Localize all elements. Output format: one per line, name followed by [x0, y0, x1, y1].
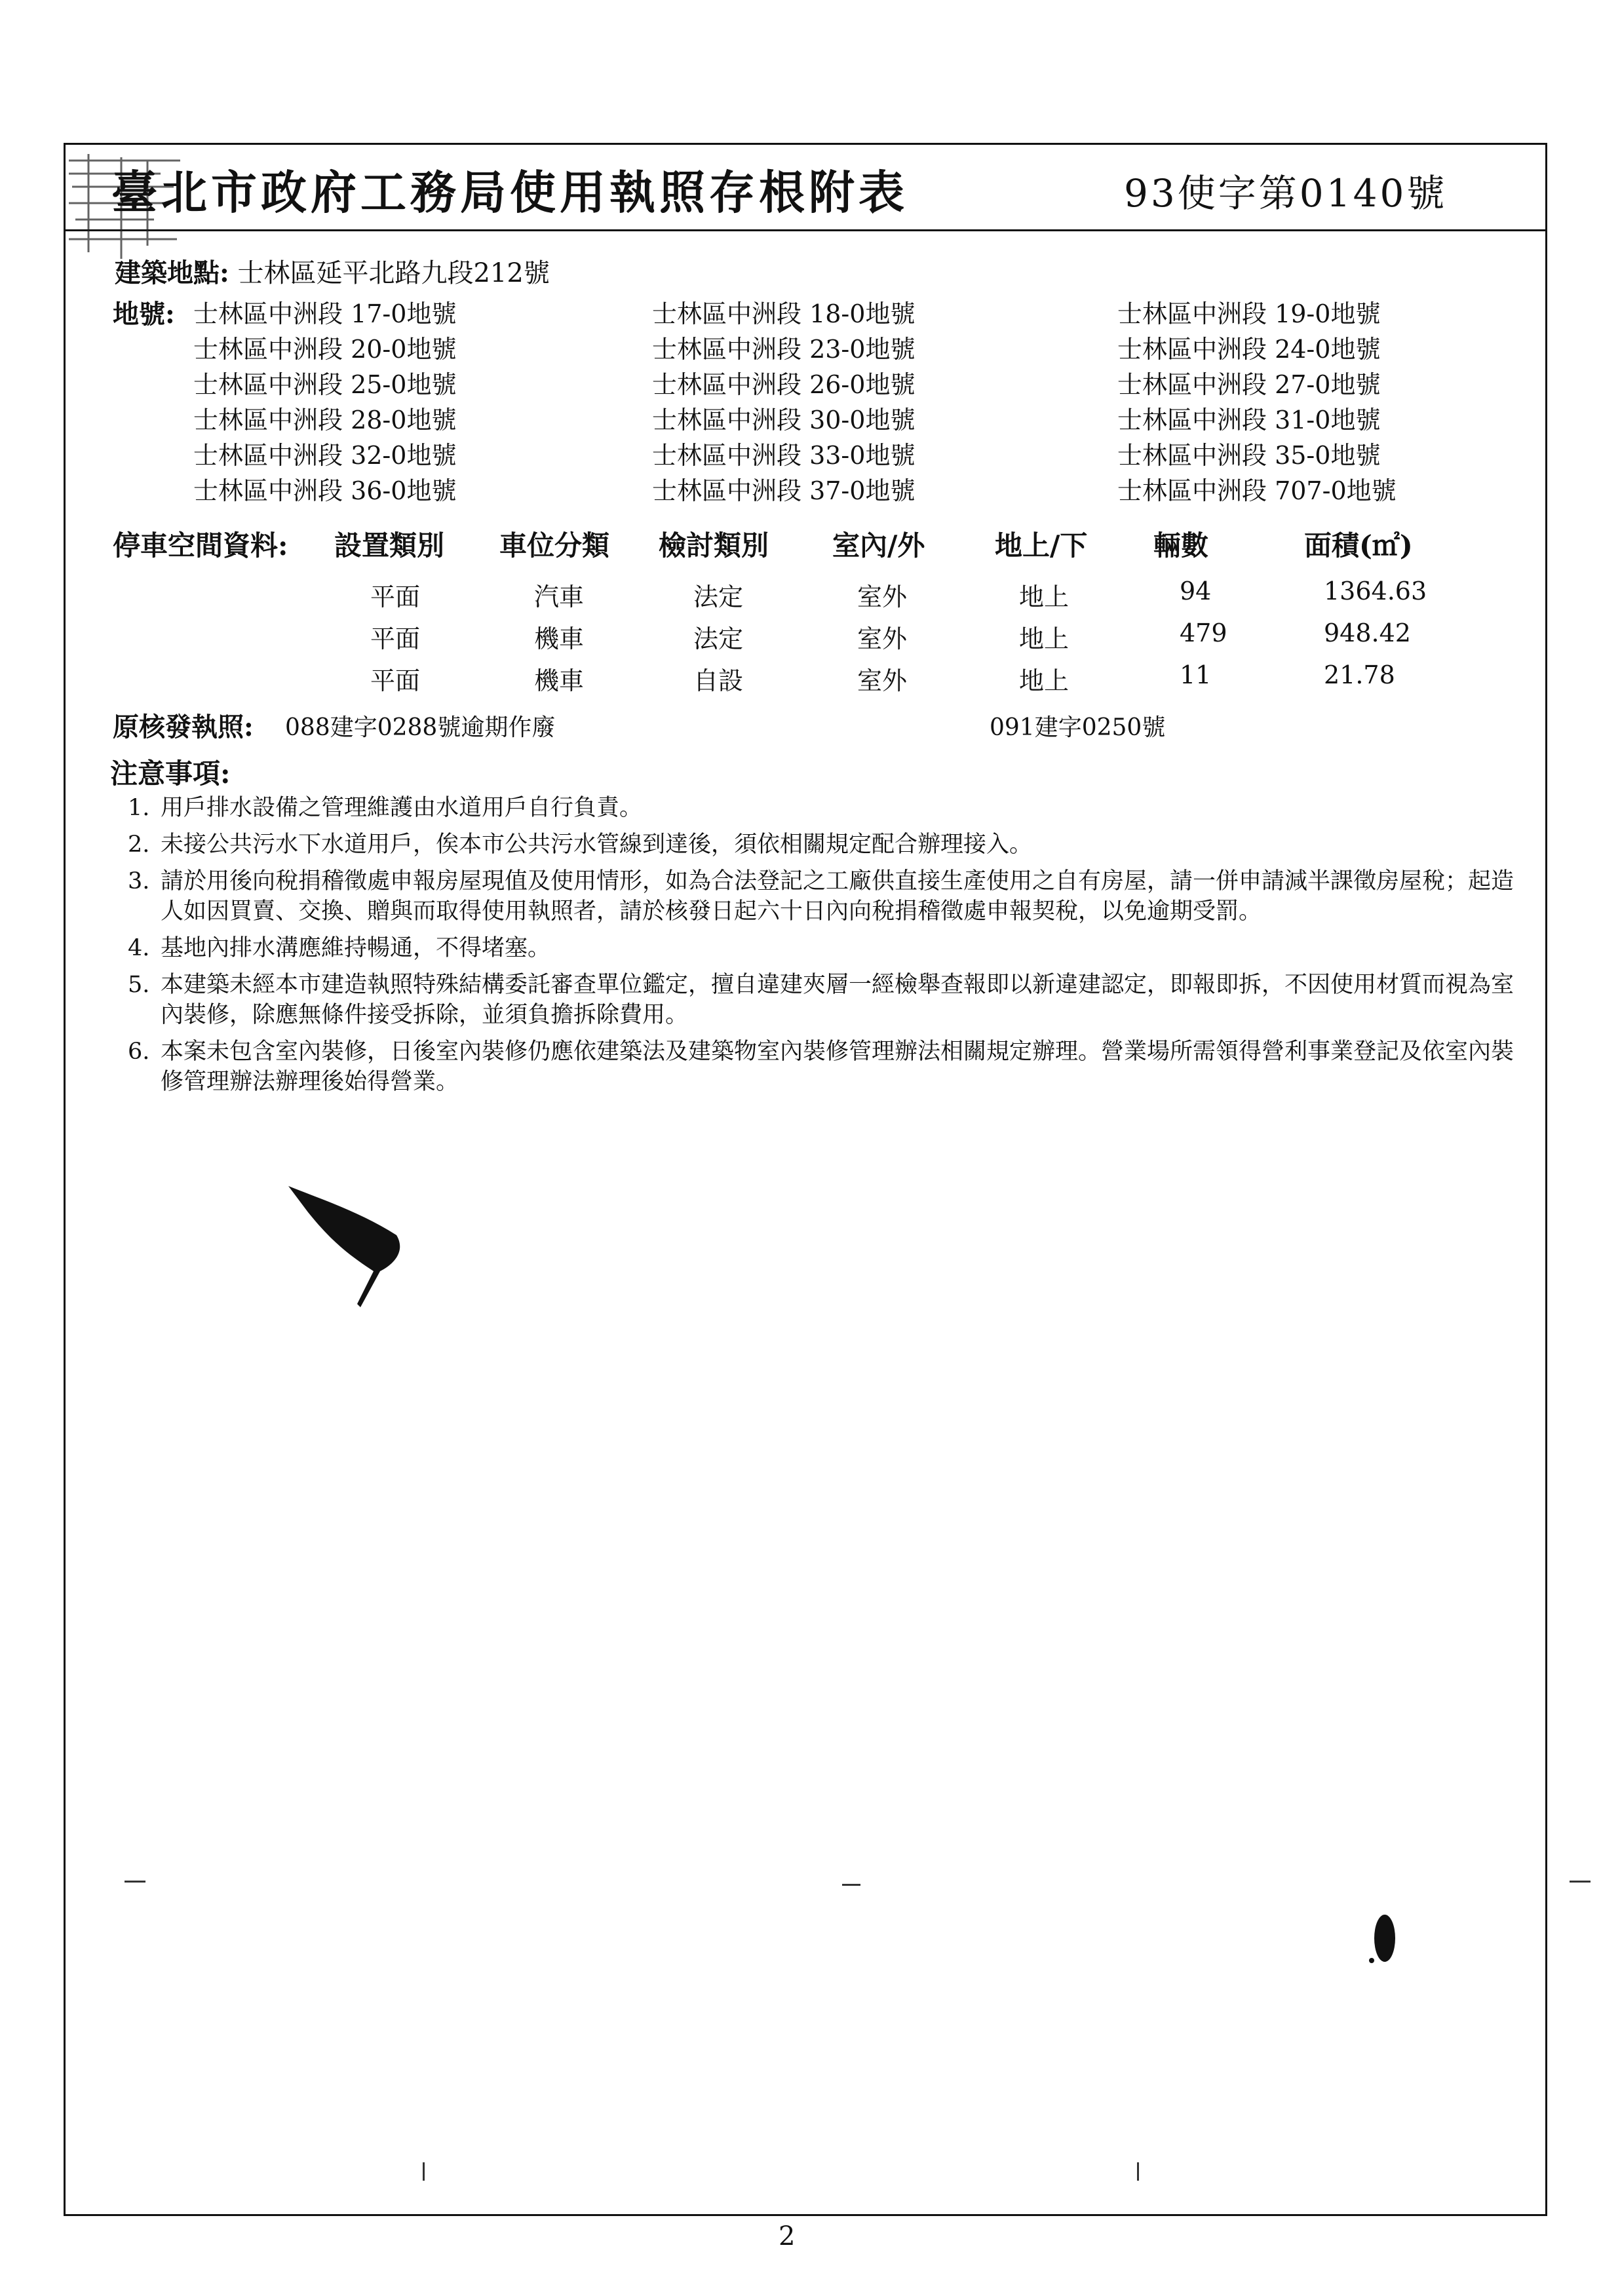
parking-cell: 機車 — [534, 666, 585, 695]
lot-item: 士林區中洲段 32-0地號 — [193, 441, 457, 470]
lot-item: 士林區中洲段 707-0地號 — [1117, 476, 1397, 505]
site-address-row — [115, 252, 550, 290]
lot-item: 士林區中洲段 35-0地號 — [1117, 441, 1381, 470]
parking-cell: 平面 — [370, 666, 421, 695]
note-number: 1. — [128, 795, 150, 821]
parking-header: 輛數 — [1153, 529, 1209, 562]
parking-header: 地上/下 — [995, 529, 1088, 562]
parking-cell: 平面 — [370, 624, 421, 653]
lot-item: 士林區中洲段 28-0地號 — [193, 406, 457, 434]
parking-cell: 地上 — [1019, 583, 1070, 611]
parking-cell: 地上 — [1019, 666, 1070, 695]
lot-item: 士林區中洲段 20-0地號 — [193, 335, 457, 364]
note-text: 本建築未經本市建造執照特殊結構委託審查單位鑑定，擅自違建夾層一經檢舉查報即以新違建認定，即報即拆，不因使用材質而視為室內裝修，除應無條件接受拆除，並須負擔拆除費用。 — [161, 972, 1514, 1028]
note-text: 基地內排水溝應維持暢通，不得堵塞。 — [161, 935, 551, 961]
parking-cell: 室外 — [857, 583, 908, 611]
scan-mark — [842, 1884, 860, 1886]
parking-header: 車位分類 — [499, 529, 610, 562]
lot-item: 士林區中洲段 31-0地號 — [1117, 406, 1381, 434]
parking-header: 面積(㎡) — [1304, 529, 1413, 562]
site-address-label: 建築地點: — [115, 258, 229, 288]
lot-item: 士林區中洲段 18-0地號 — [652, 299, 916, 328]
scan-mark — [1570, 1881, 1591, 1883]
lot-item: 士林區中洲段 23-0地號 — [652, 335, 916, 364]
lot-item: 士林區中洲段 26-0地號 — [652, 370, 916, 399]
permit-number: 93使字第0140號 — [1124, 171, 1448, 216]
parking-header: 室內/外 — [832, 529, 925, 562]
lot-item: 士林區中洲段 36-0地號 — [193, 476, 457, 505]
parking-cell: 汽車 — [534, 583, 585, 611]
lot-item: 士林區中洲段 24-0地號 — [1117, 335, 1381, 364]
parking-cell: 479 — [1180, 619, 1227, 647]
note-number: 5. — [128, 972, 150, 998]
parking-cell: 自設 — [693, 666, 744, 695]
parking-cell: 94 — [1180, 577, 1212, 605]
parking-cell: 法定 — [693, 624, 744, 653]
note-item — [128, 793, 1517, 823]
ink-blot-mark — [1366, 1907, 1399, 1972]
lot-item: 士林區中洲段 19-0地號 — [1117, 299, 1381, 328]
parking-label: 停車空間資料: — [113, 529, 288, 562]
parking-cell: 機車 — [534, 624, 585, 653]
ink-smudge-mark — [282, 1173, 413, 1317]
parking-cell: 21.78 — [1324, 660, 1395, 689]
note-text: 用戶排水設備之管理維護由水道用戶自行負責。 — [161, 795, 643, 821]
note-number: 3. — [128, 868, 150, 894]
note-item — [128, 933, 1517, 963]
header-divider — [64, 229, 1545, 231]
note-number: 6. — [128, 1039, 150, 1065]
scan-mark — [423, 2162, 425, 2181]
lot-item: 士林區中洲段 25-0地號 — [193, 370, 457, 399]
site-address-value: 士林區延平北路九段212號 — [237, 258, 550, 288]
parking-header: 檢討類別 — [659, 529, 769, 562]
original-permit-value-2: 091建字0250號 — [990, 714, 1166, 741]
note-text: 請於用後向稅捐稽徵處申報房屋現值及使用情形，如為合法登記之工廠供直接生產使用之自有房屋，請一併申請減半課徵房屋稅；起造人如因買賣、交換、贈與而取得使用執照者，請於核發日起六十日內向稅捐稽徵處申報契稅，以免逾期受罰。 — [161, 868, 1514, 925]
note-item — [128, 970, 1517, 1030]
note-text: 本案未包含室內裝修，日後室內裝修仍應依建築法及建築物室內裝修管理辦法相關規定辦理。營業場所需領得營利事業登記及依室內裝修管理辦法辦理後始得營業。 — [161, 1039, 1514, 1095]
lot-item: 士林區中洲段 17-0地號 — [193, 299, 457, 328]
scan-mark — [1137, 2162, 1139, 2181]
original-permit-value-1: 088建字0288號逾期作廢 — [285, 714, 556, 741]
note-item — [128, 866, 1517, 927]
note-item — [128, 1037, 1517, 1097]
lot-item: 士林區中洲段 27-0地號 — [1117, 370, 1381, 399]
notes-title: 注意事項: — [110, 757, 231, 790]
scan-mark — [125, 1881, 145, 1883]
parking-cell: 平面 — [370, 583, 421, 611]
note-number: 2. — [128, 832, 150, 858]
page-number: 2 — [779, 2221, 796, 2251]
note-text: 未接公共污水下水道用戶，俟本市公共污水管線到達後，須依相關規定配合辦理接入。 — [161, 832, 1033, 858]
lot-item: 士林區中洲段 37-0地號 — [652, 476, 916, 505]
parking-cell: 1364.63 — [1324, 577, 1427, 605]
parking-cell: 11 — [1180, 660, 1212, 689]
parking-cell: 948.42 — [1324, 619, 1411, 647]
notes-list — [128, 793, 1517, 1103]
parking-cell: 室外 — [857, 666, 908, 695]
parking-header: 設置類別 — [334, 529, 445, 562]
note-item — [128, 830, 1517, 860]
document-title: 臺北市政府工務局使用執照存根附表 — [111, 165, 908, 220]
lot-item: 士林區中洲段 30-0地號 — [652, 406, 916, 434]
parking-cell: 室外 — [857, 624, 908, 653]
lots-label: 地號: — [113, 299, 175, 330]
parking-cell: 地上 — [1019, 624, 1070, 653]
lot-item: 士林區中洲段 33-0地號 — [652, 441, 916, 470]
note-number: 4. — [128, 935, 150, 961]
original-permit-label: 原核發執照: — [113, 712, 254, 742]
parking-cell: 法定 — [693, 583, 744, 611]
